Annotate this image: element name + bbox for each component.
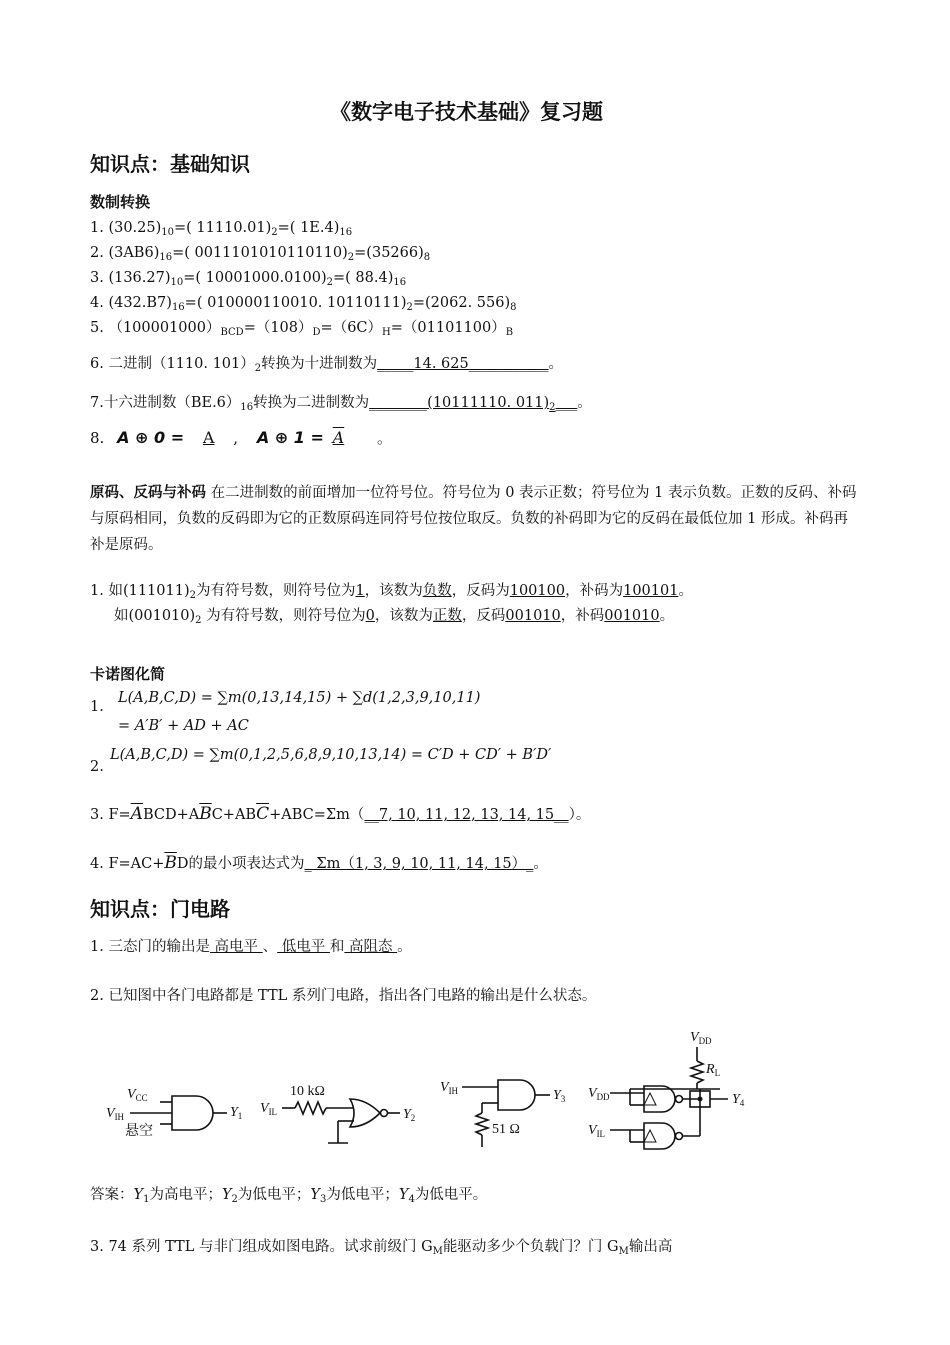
kmap-4: 4. $F=AC+\overline{B}D$的最小项表达式为_ Σm（1, 3, 9, 10, 11, 14, 15）_。: [90, 853, 548, 873]
kmap-2-number: 2.: [90, 759, 104, 775]
rl-label: $R_L$: [706, 1062, 721, 1078]
y4-label: $Y_4$: [732, 1092, 745, 1108]
kmap-2-expression: L(A,B,C,D) = ∑m(0,1,2,5,6,8,9,10,13,14) = C′D + CD′ + B′D′: [110, 747, 552, 763]
conversion-item-3: 3. $(136.27)_{10}=$( $10001000.0100)_2=$( $88.4)_{16}$: [90, 270, 407, 288]
section-heading-gates: 知识点：门电路: [90, 897, 230, 921]
vih-label-1: $V_{IH}$: [106, 1106, 125, 1122]
vdd-top-label: $V_{DD}$: [690, 1030, 712, 1046]
circuit-answer: 答案：$Y_1$为高电平；$Y_2$为低电平；$Y_3$为低电平；$Y_4$为低电平。: [90, 1187, 488, 1205]
conversion-item-2: 2. $(3AB6)_{16}=$( $0011101010110110)_2=(35266)_8$: [90, 245, 431, 263]
vcc-label: $V_{CC}$: [127, 1087, 148, 1103]
subheading-number-conversion: 数制转换: [90, 193, 151, 211]
conversion-item-5: 5. $(100001000)_{BCD}=(108)_D=(6C)_H=(01101100)_B$: [90, 320, 514, 338]
kmap-1-number: 1.: [90, 699, 104, 715]
vil-label-4: $V_{IL}$: [588, 1123, 606, 1139]
kmap-1-result: = A′B′ + AD + AC: [118, 718, 249, 734]
vih-label-3: $V_{IH}$: [440, 1080, 459, 1096]
page-title: 《数字电子技术基础》复习题: [330, 100, 603, 124]
vil-label-2: $V_{IL}$: [260, 1101, 278, 1117]
resistor-10k-label: 10 kΩ: [290, 1084, 325, 1099]
conversion-item-4: 4. $(432.B7)_{16}=$( 010000110010. $10110111)_2=(2062$. $556)_8$: [90, 295, 517, 313]
y3-label: $Y_3$: [553, 1088, 566, 1104]
code-explanation-paragraph: 原码、反码与补码 在二进制数的前面增加一位符号位。符号位为 0 表示正数；符号位为 1 表示负数。正数的反码、补码与原码相同，负数的反码即为它的正数原码连同符号位按位取反。负数的补码即为它的反码在最低位加 1 形成。补码再补是原码。: [90, 485, 857, 553]
vdd-input-label: $V_{DD}$: [588, 1086, 610, 1102]
y2-label: $Y_2$: [403, 1107, 416, 1123]
question-6: 6. 二进制（1110. $101)_2$转换为十进制数为_____14. 625___________。: [90, 356, 563, 374]
kmap-1-expression: L(A,B,C,D) = ∑m(0,13,14,15) + ∑d(1,2,3,9,10,11): [118, 690, 481, 706]
subheading-karnaugh-map: 卡诺图化简: [90, 665, 166, 683]
resistor-51-label: 51 Ω: [492, 1122, 520, 1137]
kmap-3: 3. $F=\overline{A}BCD+A\overline{B}C+AB\overline{C}+ABC=\Sigma m(\_\_7$, 10, 11, 12, 13, 14, 15__）。: [90, 804, 591, 824]
question-7: 7.十六进制数$(BE.6)_{16}$转换为二进制数为________(10111110. $011)_2\_\_\_$。: [90, 395, 592, 413]
question-8: 8. A ⊕ 0 = A , A ⊕ 1 = A 。: [90, 428, 393, 447]
gate-question-2: 2. 已知图中各门电路都是 TTL 系列门电路，指出各门电路的输出是什么状态。: [90, 988, 597, 1004]
floating-label: 悬空: [125, 1124, 153, 1139]
signed-number-item-1: 1. 如$(111011)_2$为有符号数，则符号位为1，该数为负数，反码为100100，补码为100101。: [90, 583, 693, 601]
y1-label: $Y_1$: [230, 1105, 243, 1121]
signed-number-item-2: 如$(001010)_2$ 为有符号数，则符号位为0，该数为正数，反码001010，补码001010。: [114, 608, 675, 626]
gate-question-3: 3. 74 系列 TTL 与非门组成如图电路。试求前级门 $G_M$能驱动多少个负载门？门 $G_M$输出高: [90, 1239, 673, 1257]
gate-circuits-figure: [100, 1025, 760, 1155]
gate-question-1: 1. 三态门的输出是 高电平 、 低电平 和 高阻态 。: [90, 939, 412, 955]
section-heading-basics: 知识点：基础知识: [90, 152, 250, 176]
conversion-item-1: 1. $(30.25)_{10}=$( $11110.01)_2=$( $1E.4)_{16}$: [90, 220, 353, 238]
